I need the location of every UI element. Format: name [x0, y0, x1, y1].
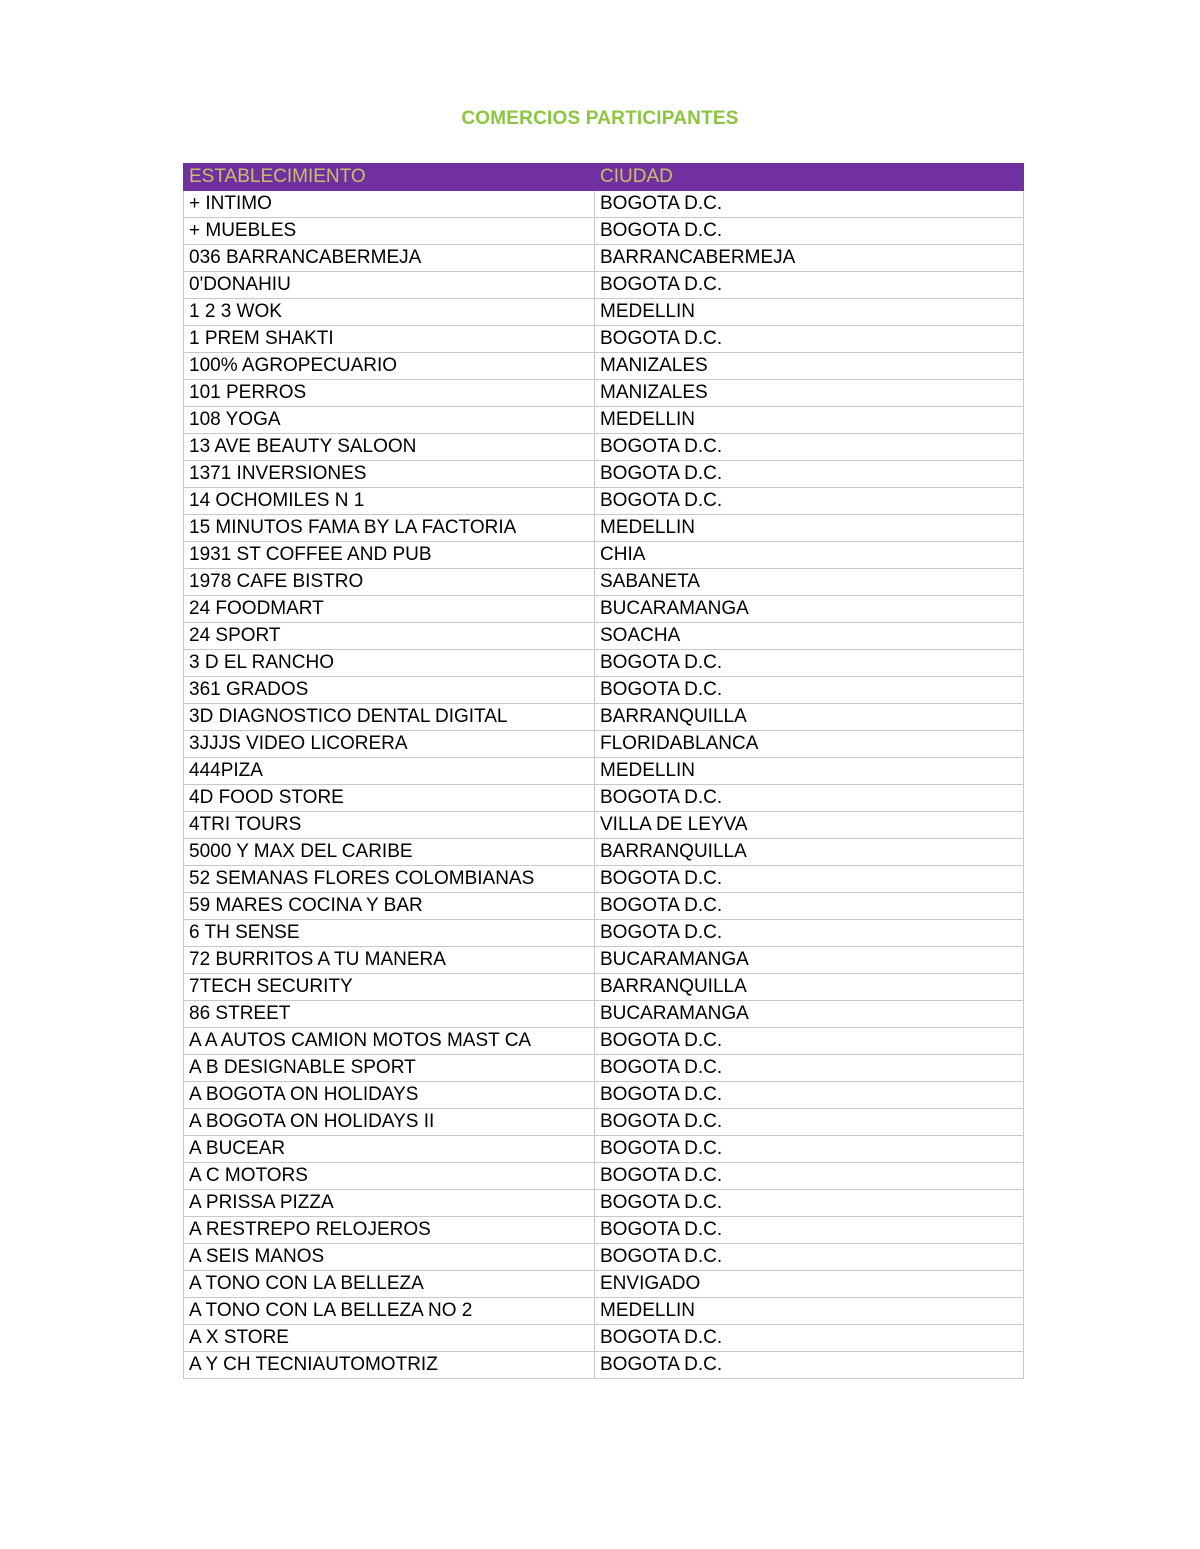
ciudad-cell: BARRANQUILLA — [595, 974, 1024, 1001]
ciudad-cell: BOGOTA D.C. — [595, 785, 1024, 812]
establecimiento-cell: 1371 INVERSIONES — [184, 461, 595, 488]
ciudad-cell: BOGOTA D.C. — [595, 1082, 1024, 1109]
ciudad-cell: BOGOTA D.C. — [595, 1028, 1024, 1055]
establecimiento-cell: 5000 Y MAX DEL CARIBE — [184, 839, 595, 866]
ciudad-cell: MEDELLIN — [595, 515, 1024, 542]
establecimiento-cell: 4D FOOD STORE — [184, 785, 595, 812]
table-row — [184, 704, 1024, 731]
establecimiento-cell: A SEIS MANOS — [184, 1244, 595, 1271]
table-row — [184, 407, 1024, 434]
ciudad-cell: SOACHA — [595, 623, 1024, 650]
establecimiento-cell: 59 MARES COCINA Y BAR — [184, 893, 595, 920]
table-row — [184, 1217, 1024, 1244]
table-row — [184, 1109, 1024, 1136]
establecimiento-cell: A X STORE — [184, 1325, 595, 1352]
establecimiento-cell: A PRISSA PIZZA — [184, 1190, 595, 1217]
establecimiento-cell: A BOGOTA ON HOLIDAYS II — [184, 1109, 595, 1136]
ciudad-cell: BOGOTA D.C. — [595, 488, 1024, 515]
table-row — [184, 893, 1024, 920]
ciudad-cell: BOGOTA D.C. — [595, 920, 1024, 947]
table-row — [184, 1190, 1024, 1217]
ciudad-cell: BOGOTA D.C. — [595, 272, 1024, 299]
establecimiento-cell: 4TRI TOURS — [184, 812, 595, 839]
ciudad-cell: BOGOTA D.C. — [595, 434, 1024, 461]
ciudad-cell: BOGOTA D.C. — [595, 677, 1024, 704]
establecimiento-cell: A C MOTORS — [184, 1163, 595, 1190]
table-row — [184, 812, 1024, 839]
table-row — [184, 1001, 1024, 1028]
ciudad-cell: SABANETA — [595, 569, 1024, 596]
table-row — [184, 1028, 1024, 1055]
table-row — [184, 191, 1024, 218]
establecimiento-cell: 15 MINUTOS FAMA BY LA FACTORIA — [184, 515, 595, 542]
ciudad-cell: MANIZALES — [595, 380, 1024, 407]
table-row — [184, 677, 1024, 704]
ciudad-cell: MEDELLIN — [595, 407, 1024, 434]
table-row — [184, 299, 1024, 326]
ciudad-cell: BOGOTA D.C. — [595, 326, 1024, 353]
establecimiento-cell: A Y CH TECNIAUTOMOTRIZ — [184, 1352, 595, 1379]
ciudad-cell: BUCARAMANGA — [595, 1001, 1024, 1028]
table-row — [184, 1271, 1024, 1298]
ciudad-cell: BOGOTA D.C. — [595, 650, 1024, 677]
table-row — [184, 1325, 1024, 1352]
table-row — [184, 1136, 1024, 1163]
table-row — [184, 569, 1024, 596]
ciudad-cell: MANIZALES — [595, 353, 1024, 380]
table-row — [184, 515, 1024, 542]
table-row — [184, 866, 1024, 893]
ciudad-cell: MEDELLIN — [595, 299, 1024, 326]
establecimiento-cell: A B DESIGNABLE SPORT — [184, 1055, 595, 1082]
establecimiento-cell: 3JJJS VIDEO LICORERA — [184, 731, 595, 758]
ciudad-cell: BOGOTA D.C. — [595, 1325, 1024, 1352]
ciudad-cell: ENVIGADO — [595, 1271, 1024, 1298]
establecimiento-cell: 361 GRADOS — [184, 677, 595, 704]
table-row — [184, 542, 1024, 569]
table-row — [184, 920, 1024, 947]
establecimiento-cell: + INTIMO — [184, 191, 595, 218]
ciudad-cell: BARRANQUILLA — [595, 704, 1024, 731]
establecimiento-cell: 108 YOGA — [184, 407, 595, 434]
table-row — [184, 623, 1024, 650]
establecimiento-cell: A TONO CON LA BELLEZA NO 2 — [184, 1298, 595, 1325]
establecimiento-cell: 13 AVE BEAUTY SALOON — [184, 434, 595, 461]
establecimiento-cell: 24 SPORT — [184, 623, 595, 650]
ciudad-cell: BOGOTA D.C. — [595, 1217, 1024, 1244]
table-row — [184, 380, 1024, 407]
table-row — [184, 947, 1024, 974]
table-row — [184, 1244, 1024, 1271]
ciudad-cell: BARRANCABERMEJA — [595, 245, 1024, 272]
ciudad-cell: BOGOTA D.C. — [595, 218, 1024, 245]
page-title: COMERCIOS PARTICIPANTES — [461, 108, 739, 129]
ciudad-cell: CHIA — [595, 542, 1024, 569]
ciudad-cell: BOGOTA D.C. — [595, 1109, 1024, 1136]
table-row — [184, 974, 1024, 1001]
establecimiento-cell: A TONO CON LA BELLEZA — [184, 1271, 595, 1298]
establecimiento-cell: 100% AGROPECUARIO — [184, 353, 595, 380]
establecimiento-cell: 444PIZA — [184, 758, 595, 785]
ciudad-cell: BOGOTA D.C. — [595, 461, 1024, 488]
table-row — [184, 731, 1024, 758]
establecimiento-cell: 24 FOODMART — [184, 596, 595, 623]
ciudad-cell: BOGOTA D.C. — [595, 1244, 1024, 1271]
establecimiento-cell: 86 STREET — [184, 1001, 595, 1028]
ciudad-cell: BOGOTA D.C. — [595, 1352, 1024, 1379]
ciudad-cell: BOGOTA D.C. — [595, 893, 1024, 920]
table-row — [184, 434, 1024, 461]
establecimiento-cell: A BOGOTA ON HOLIDAYS — [184, 1082, 595, 1109]
establecimiento-cell: 7TECH SECURITY — [184, 974, 595, 1001]
establecimiento-cell: 6 TH SENSE — [184, 920, 595, 947]
ciudad-cell: BOGOTA D.C. — [595, 1055, 1024, 1082]
table-body — [184, 191, 1024, 1379]
table-row — [184, 1055, 1024, 1082]
ciudad-cell: BOGOTA D.C. — [595, 1136, 1024, 1163]
establecimiento-cell: + MUEBLES — [184, 218, 595, 245]
table-row — [184, 1082, 1024, 1109]
establecimiento-cell: 3D DIAGNOSTICO DENTAL DIGITAL — [184, 704, 595, 731]
ciudad-cell: MEDELLIN — [595, 758, 1024, 785]
table-row — [184, 758, 1024, 785]
table-row — [184, 461, 1024, 488]
establecimiento-cell: 52 SEMANAS FLORES COLOMBIANAS — [184, 866, 595, 893]
table-row — [184, 326, 1024, 353]
ciudad-cell: BARRANQUILLA — [595, 839, 1024, 866]
header-row — [184, 164, 1024, 191]
establecimiento-cell: A BUCEAR — [184, 1136, 595, 1163]
ciudad-cell: BOGOTA D.C. — [595, 866, 1024, 893]
establecimiento-cell: 036 BARRANCABERMEJA — [184, 245, 595, 272]
ciudad-cell: BUCARAMANGA — [595, 947, 1024, 974]
column-header-ciudad: CIUDAD — [595, 164, 1024, 191]
column-header-establecimiento: ESTABLECIMIENTO — [184, 164, 595, 191]
establecimiento-cell: 1 2 3 WOK — [184, 299, 595, 326]
table-row — [184, 839, 1024, 866]
table-row — [184, 650, 1024, 677]
table-row — [184, 785, 1024, 812]
table-header — [184, 164, 1024, 191]
ciudad-cell: BOGOTA D.C. — [595, 1190, 1024, 1217]
table-row — [184, 596, 1024, 623]
ciudad-cell: BOGOTA D.C. — [595, 191, 1024, 218]
establecimiento-cell: 72 BURRITOS A TU MANERA — [184, 947, 595, 974]
establecimiento-cell: 101 PERROS — [184, 380, 595, 407]
establecimiento-cell: 1 PREM SHAKTI — [184, 326, 595, 353]
ciudad-cell: BUCARAMANGA — [595, 596, 1024, 623]
table-row — [184, 272, 1024, 299]
ciudad-cell: BOGOTA D.C. — [595, 1163, 1024, 1190]
establecimiento-cell: 0'DONAHIU — [184, 272, 595, 299]
table-row — [184, 1298, 1024, 1325]
table-row — [184, 1163, 1024, 1190]
establecimiento-cell: 1978 CAFE BISTRO — [184, 569, 595, 596]
establecimiento-cell: A RESTREPO RELOJEROS — [184, 1217, 595, 1244]
table-row — [184, 488, 1024, 515]
table-row — [184, 1352, 1024, 1379]
establecimiento-cell: 14 OCHOMILES N 1 — [184, 488, 595, 515]
ciudad-cell: MEDELLIN — [595, 1298, 1024, 1325]
merchants-table — [183, 163, 1024, 1379]
establecimiento-cell: 1931 ST COFFEE AND PUB — [184, 542, 595, 569]
establecimiento-cell: A A AUTOS CAMION MOTOS MAST CA — [184, 1028, 595, 1055]
table-row — [184, 353, 1024, 380]
table-row — [184, 218, 1024, 245]
establecimiento-cell: 3 D EL RANCHO — [184, 650, 595, 677]
ciudad-cell: FLORIDABLANCA — [595, 731, 1024, 758]
ciudad-cell: VILLA DE LEYVA — [595, 812, 1024, 839]
table-row — [184, 245, 1024, 272]
